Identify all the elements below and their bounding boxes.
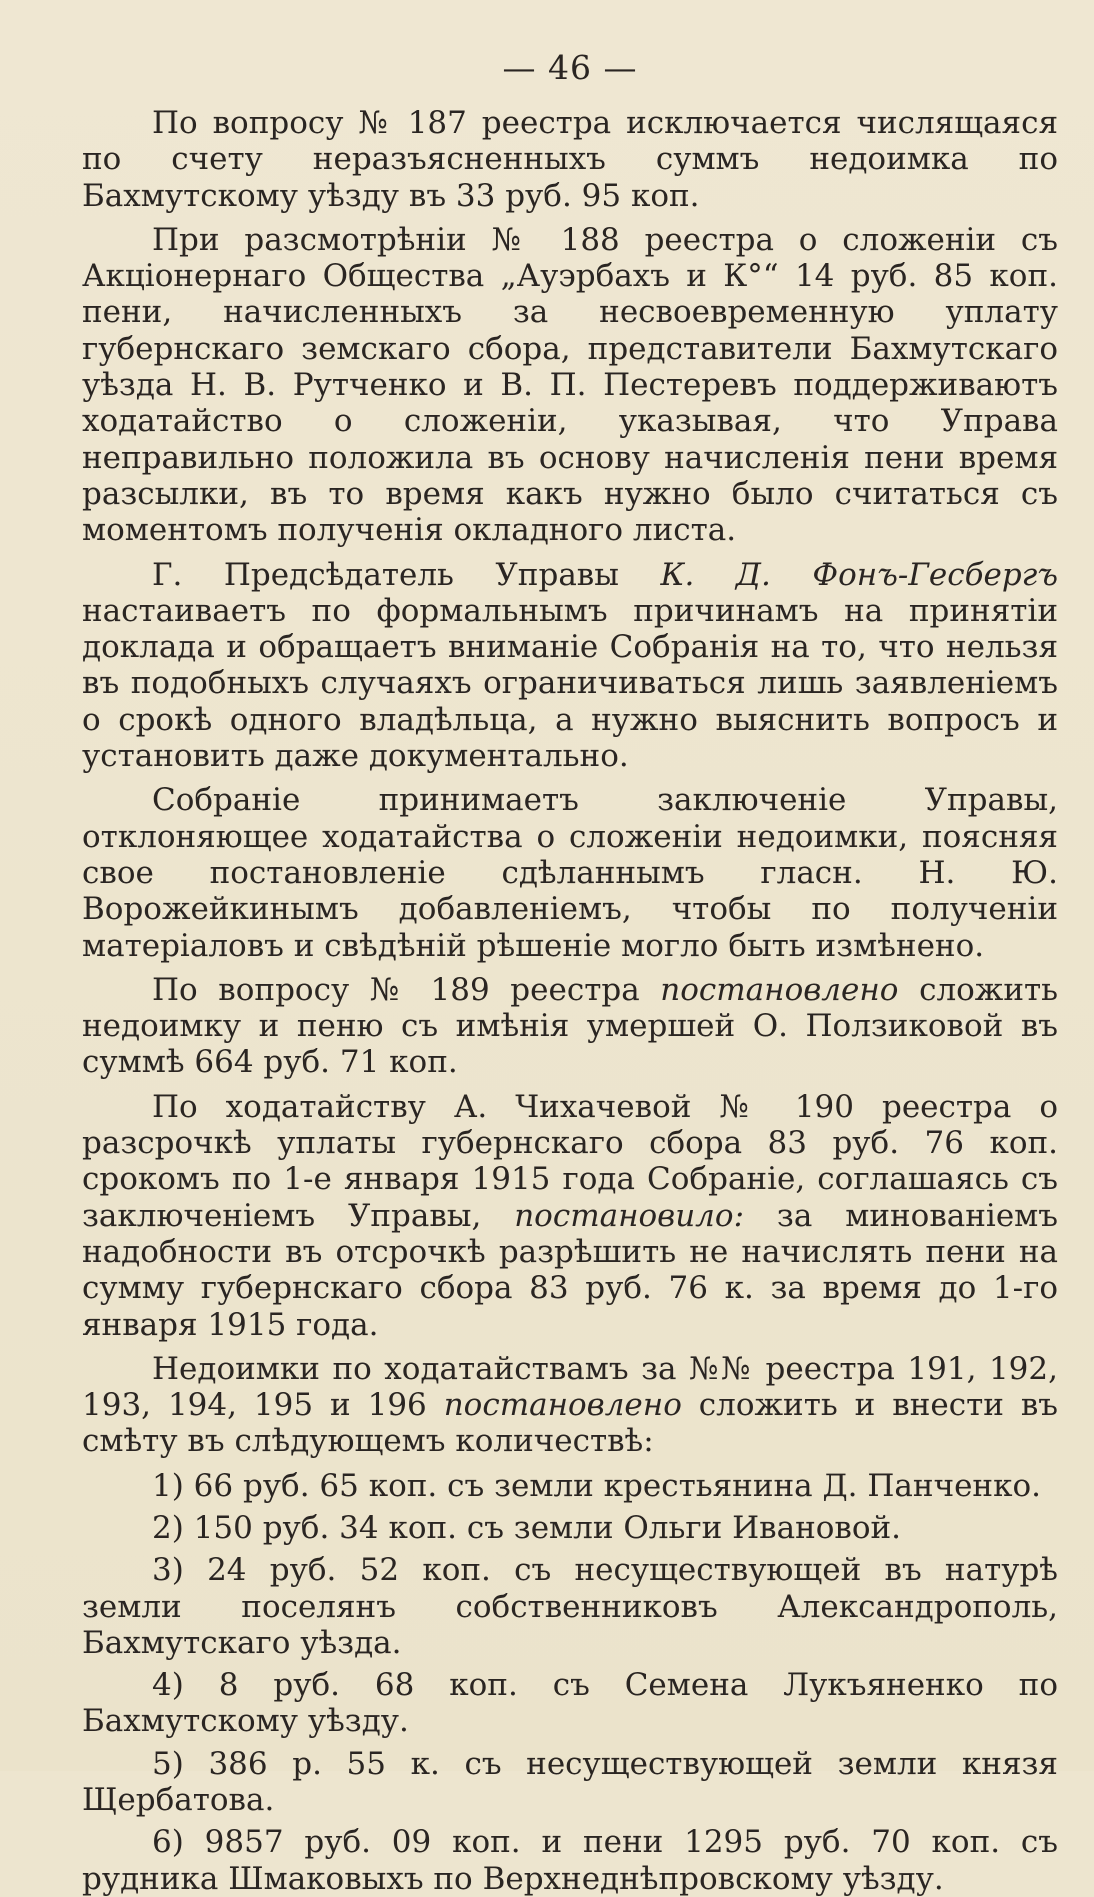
paragraph-191-196-rest: сложить и внести въ смѣту въ слѣдующемъ количествѣ: <box>82 1387 1058 1460</box>
paragraph-190-rest: за минованіемъ надобности въ отсрочкѣ разрѣшить не начислять пени на сумму губернскаго сбора 83 руб. 76 к. за время до 1-го января 1915 года. <box>82 1197 1059 1343</box>
list-item: 6) 9857 руб. 09 коп. и пени 1295 руб. 70 коп. съ рудника Шмаковыхъ по Верхнеднѣпровскому уѣзду. <box>82 1824 1058 1897</box>
document-body <box>82 105 1058 1897</box>
paragraph-190-emphasis: постановило: <box>514 1197 745 1234</box>
chairman-name: К. Д. Фонъ-Гесбергъ <box>660 556 1059 593</box>
paragraph-188: При разсмотрѣніи № 188 реестра о сложеніи съ Акціонернаго Общества „Ауэрбахъ и К°“ 14 руб. 85 коп. пени, начисленныхъ за несвоевременную уплату губернскаго земскаго сбора, представители Бахмутскаго уѣзда Н. В. Рутченко и В. П. Пестеревъ поддерживаютъ ходатайство о сложеніи, указывая, что Управа неправильно положила въ основу начисленія пени время разсылки, въ то время какъ нужно было считаться съ моментомъ полученія окладного листа. <box>82 221 1058 549</box>
paragraph-189-lead: По вопросу № 189 реестра <box>152 971 661 1008</box>
paragraph-187: По вопросу № 187 реестра исключается числящаяся по счету неразъясненныхъ суммъ недоимка по Бахмутскому уѣзду въ 33 руб. 95 коп. <box>82 105 1058 214</box>
list-item: 1) 66 руб. 65 коп. съ земли крестьянина Д. Панченко. <box>152 1467 1041 1504</box>
paragraph-191-196-emphasis: постановлено <box>443 1387 682 1424</box>
paragraph-chairman-lead: Г. Предсѣдатель Управы <box>152 556 661 593</box>
paragraph-chairman-rest: настаиваетъ по формальнымъ причинамъ на принятіи доклада и обращаетъ вниманіе Собранія на то, что нельзя въ подобныхъ случаяхъ ограничиваться лишь заявленіемъ о срокѣ одного владѣльца, а нужно выяснить вопросъ и установить даже документально. <box>82 592 1058 775</box>
paragraph-189 <box>82 972 1058 1081</box>
list-item: 2) 150 руб. 34 коп. съ земли Ольги Ивановой. <box>152 1509 902 1546</box>
page-number: — 46 — <box>502 48 638 87</box>
list-item: 3) 24 руб. 52 коп. съ несуществующей въ натурѣ земли поселянъ собственниковъ Александрополь, Бахмутскаго уѣзда. <box>82 1552 1058 1661</box>
paragraph-189-rest: сложить недоимку и пеню съ имѣнія умершей О. Ползиковой въ суммѣ 664 руб. 71 коп. <box>82 971 1059 1081</box>
paragraph-190 <box>82 1089 1058 1343</box>
paragraph-191-196 <box>82 1351 1058 1460</box>
paragraph-189-emphasis: постановлено <box>660 971 899 1008</box>
paragraph-191-196-lead: Недоимки по ходатайствамъ за №№ реестра 191, 192, 193, 194, 195 и 196 <box>82 1350 1058 1424</box>
paragraph-assembly-decision: Собраніе принимаетъ заключеніе Управы, отклоняющее ходатайства о сложеніи недоимки, поясняя свое постановленіе сдѣланнымъ гласн. Н. Ю. Ворожейкинымъ добавленіемъ, чтобы по полученіи матеріаловъ и свѣдѣній рѣшеніе могло быть измѣнено. <box>82 782 1058 964</box>
paragraph-190-lead: По ходатайству А. Чихачевой № 190 реестра о разсрочкѣ уплаты губернскаго сбора 83 руб. 76 коп. срокомъ по 1-е января 1915 года Собраніе, соглашаясь съ заключеніемъ Управы, <box>82 1088 1058 1234</box>
list-item: 4) 8 руб. 68 коп. съ Семена Лукъяненко по Бахмутскому уѣзду. <box>82 1667 1058 1740</box>
list-item: 5) 386 р. 55 к. съ несуществующей земли князя Щербатова. <box>82 1745 1058 1819</box>
paragraph-chairman <box>82 557 1058 775</box>
